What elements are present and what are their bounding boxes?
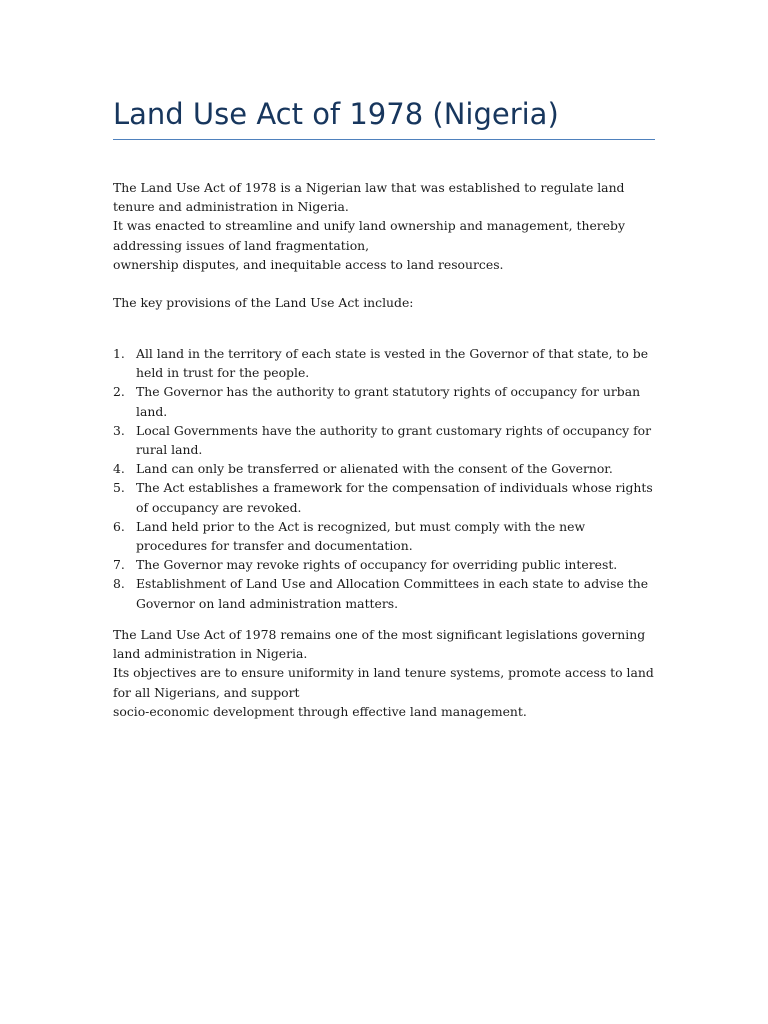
provision-text: Land held prior to the Act is recognized, but must comply with the new procedures for transfer and documentation. <box>136 518 586 554</box>
provision-item <box>113 517 658 555</box>
closing-paragraph <box>113 625 658 721</box>
provision-text: The Act establishes a framework for the compensation of individuals whose rights of occupancy are revoked. <box>136 480 653 515</box>
provision-item <box>113 574 658 612</box>
closing-line: socio-economic development through effective land management. <box>113 703 527 719</box>
provision-text: The Governor has the authority to grant statutory rights of occupancy for urban land. <box>136 384 641 419</box>
provision-text: The Governor may revoke rights of occupancy for overriding public interest. <box>136 557 618 573</box>
provision-number: 2. <box>113 384 125 400</box>
intro-line: It was enacted to streamline and unify land ownership and management, thereby addressing issues of land fragmentation, <box>113 218 625 253</box>
provision-number: 3. <box>113 422 125 438</box>
provision-item <box>113 382 658 420</box>
title-underline-rule <box>113 139 655 140</box>
document-title: Land Use Act of 1978 (Nigeria) <box>113 97 559 131</box>
provision-item <box>113 478 658 516</box>
provision-number: 7. <box>113 557 125 573</box>
provision-number: 6. <box>113 518 125 534</box>
closing-line: The Land Use Act of 1978 remains one of the most significant legislations governing land administration in Nigeria. <box>113 627 646 662</box>
provision-text: Establishment of Land Use and Allocation Committees in each state to advise the Governor on land administration matters. <box>136 576 649 611</box>
provision-item <box>113 344 658 382</box>
intro-line: The Land Use Act of 1978 is a Nigerian law that was established to regulate land tenure and administration in Nigeria. <box>113 180 625 215</box>
provisions-list <box>113 344 658 613</box>
closing-line: Its objectives are to ensure uniformity in land tenure systems, promote access to land for all Nigerians, and support <box>113 665 654 700</box>
provision-text: Land can only be transferred or alienated with the consent of the Governor. <box>136 461 613 477</box>
provision-text: All land in the territory of each state is vested in the Governor of that state, to be held in trust for the people. <box>136 346 649 381</box>
provisions-lead: The key provisions of the Land Use Act include: <box>113 295 414 310</box>
intro-line: ownership disputes, and inequitable access to land resources. <box>113 256 504 272</box>
provision-item <box>113 421 658 459</box>
provision-number: 8. <box>113 576 125 592</box>
provision-number: 4. <box>113 461 125 477</box>
provision-number: 5. <box>113 480 125 496</box>
provision-text: Local Governments have the authority to grant customary rights of occupancy for rural land. <box>136 422 652 458</box>
provision-item <box>113 459 658 478</box>
provision-number: 1. <box>113 346 125 361</box>
provision-item <box>113 555 658 574</box>
intro-paragraph <box>113 178 658 274</box>
